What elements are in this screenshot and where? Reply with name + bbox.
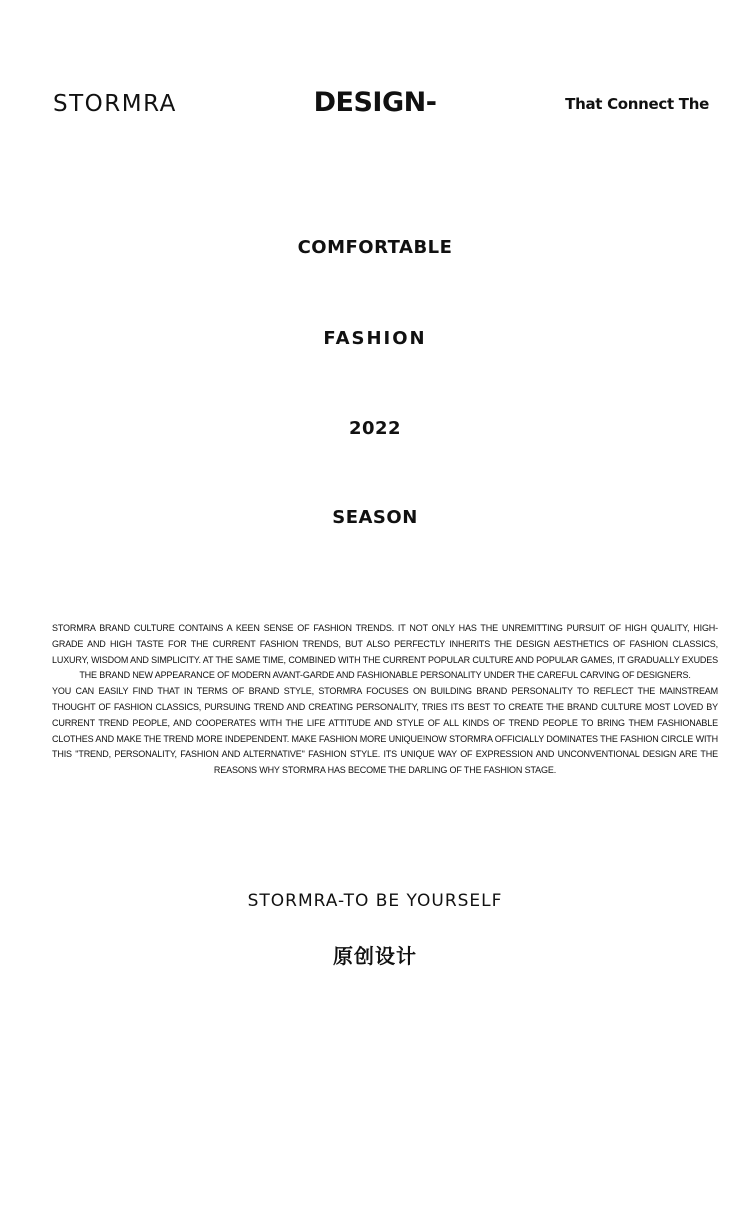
brand-description: [52, 621, 718, 779]
brand-name: STORMRA: [53, 91, 177, 117]
brand-slogan: STORMRA-TO BE YOURSELF: [247, 891, 503, 911]
headline-word-season: SEASON: [332, 507, 418, 528]
headline-word-fashion: FASHION: [323, 328, 427, 349]
headline-word-year: 2022: [348, 418, 402, 439]
design-heading: DESIGN-: [313, 87, 437, 118]
header-tagline: That Connect The: [565, 95, 709, 113]
headline-word-comfortable: COMFORTABLE: [297, 237, 453, 258]
original-design-title: 原创设计: [333, 944, 417, 968]
brand-description-paragraph-2: YOU CAN EASILY FIND THAT IN TERMS OF BRAND STYLE, STORMRA FOCUSES ON BUILDING BRAND PERSONALITY TO REFLECT THE MAINSTREAM THOUGHT OF FASHION CLASSICS, PURSUING TREND AND CREATING PERSONALITY, TRIES ITS BEST TO CREATE THE BRAND CULTURE MOST LOVED BY CURRENT TREND PEOPLE, AND COOPERATES WITH THE LIFE ATTITUDE AND STYLE OF ALL KINDS OF TREND PEOPLE TO BRING THEM FASHIONABLE CLOTHES AND MAKE THE TREND MORE INDEPENDENT. MAKE FASHION MORE UNIQUE!NOW STORMRA OFFICIALLY DOMINATES THE FASHION CIRCLE WITH THIS "TREND, PERSONALITY, FASHION AND ALTERNATIVE" FASHION STYLE. ITS UNIQUE WAY OF EXPRESSION AND UNCONVENTIONAL DESIGN ARE THE REASONS WHY STORMRA HAS BECOME THE DARLING OF THE FASHION STAGE.: [52, 686, 718, 776]
brand-description-paragraph-1: STORMRA BRAND CULTURE CONTAINS A KEEN SENSE OF FASHION TRENDS. IT NOT ONLY HAS THE UNREMITTING PURSUIT OF HIGH QUALITY, HIGH-GRADE AND HIGH TASTE FOR THE CURRENT FASHION TRENDS, BUT ALSO PERFECTLY INHERITS THE DESIGN AESTHETICS OF FASHION CLASSICS, LUXURY, WISDOM AND SIMPLICITY. AT THE SAME TIME, COMBINED WITH THE CURRENT POPULAR CULTURE AND POPULAR GAMES, IT GRADUALLY EXUDES THE BRAND NEW APPEARANCE OF MODERN AVANT-GARDE AND FASHIONABLE PERSONALITY UNDER THE CAREFUL CARVING OF DESIGNERS.: [52, 623, 718, 681]
